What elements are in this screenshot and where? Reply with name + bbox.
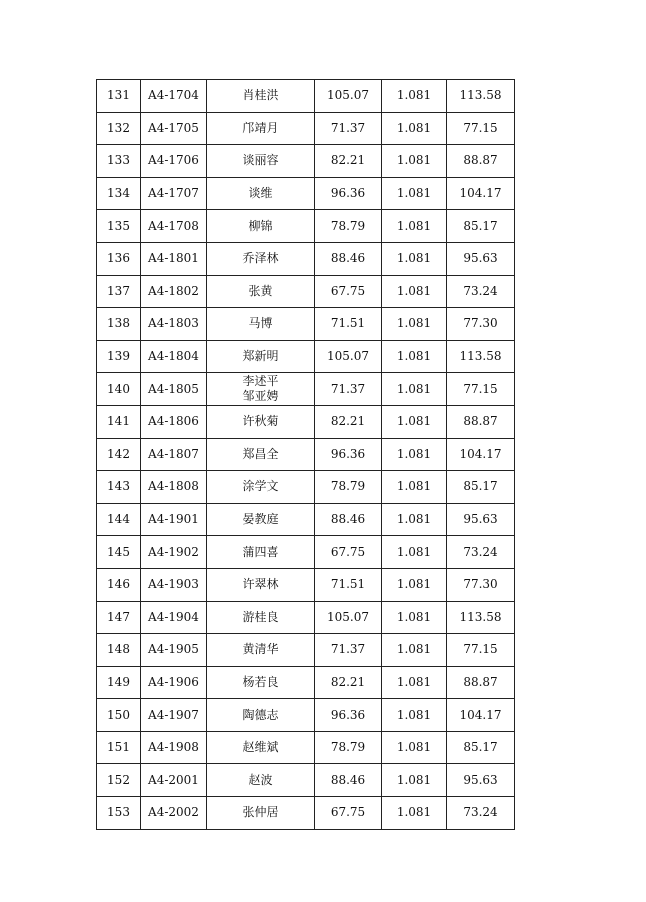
area-cell: 71.37 [315, 634, 382, 667]
owner-name-cell: 邝靖月 [207, 112, 315, 145]
area-cell: 96.36 [315, 699, 382, 732]
room-number-cell: A4-1705 [141, 112, 207, 145]
row-number-cell: 139 [97, 340, 141, 373]
table-row [97, 308, 515, 341]
table-row [97, 568, 515, 601]
row-number-cell: 151 [97, 731, 141, 764]
coefficient-cell: 1.081 [382, 405, 447, 438]
table-row [97, 112, 515, 145]
owner-name-cell: 张黄 [207, 275, 315, 308]
room-number-cell: A4-1905 [141, 634, 207, 667]
room-number-cell: A4-2002 [141, 797, 207, 830]
row-number-cell: 134 [97, 177, 141, 210]
table-row [97, 503, 515, 536]
table-row [97, 797, 515, 830]
row-number-cell: 131 [97, 80, 141, 113]
owner-name-cell: 黄清华 [207, 634, 315, 667]
owner-name-cell: 游桂良 [207, 601, 315, 634]
total-area-cell: 77.15 [447, 112, 515, 145]
total-area-cell: 104.17 [447, 177, 515, 210]
row-number-cell: 143 [97, 471, 141, 504]
coefficient-cell: 1.081 [382, 340, 447, 373]
total-area-cell: 88.87 [447, 666, 515, 699]
row-number-cell: 136 [97, 242, 141, 275]
total-area-cell: 77.30 [447, 568, 515, 601]
table-row [97, 699, 515, 732]
total-area-cell: 95.63 [447, 242, 515, 275]
row-number-cell: 138 [97, 308, 141, 341]
room-number-cell: A4-1801 [141, 242, 207, 275]
area-cell: 71.37 [315, 373, 382, 406]
coefficient-cell: 1.081 [382, 601, 447, 634]
total-area-cell: 104.17 [447, 699, 515, 732]
area-cell: 67.75 [315, 536, 382, 569]
area-cell: 88.46 [315, 242, 382, 275]
row-number-cell: 152 [97, 764, 141, 797]
data-table [96, 79, 515, 830]
owner-name-cell: 谈维 [207, 177, 315, 210]
row-number-cell: 144 [97, 503, 141, 536]
table-row [97, 666, 515, 699]
area-cell: 105.07 [315, 601, 382, 634]
total-area-cell: 113.58 [447, 340, 515, 373]
total-area-cell: 77.15 [447, 634, 515, 667]
row-number-cell: 145 [97, 536, 141, 569]
owner-name-cell: 许翠林 [207, 568, 315, 601]
room-number-cell: A4-1708 [141, 210, 207, 243]
owner-name-cell: 郑新明 [207, 340, 315, 373]
room-number-cell: A4-1806 [141, 405, 207, 438]
coefficient-cell: 1.081 [382, 471, 447, 504]
owner-name-cell: 肖桂洪 [207, 80, 315, 113]
coefficient-cell: 1.081 [382, 666, 447, 699]
room-number-cell: A4-1903 [141, 568, 207, 601]
room-number-cell: A4-1803 [141, 308, 207, 341]
owner-name-cell: 李述平 邹亚娉 [207, 373, 315, 406]
coefficient-cell: 1.081 [382, 764, 447, 797]
table-row [97, 373, 515, 406]
room-number-cell: A4-1808 [141, 471, 207, 504]
owner-name-cell: 马博 [207, 308, 315, 341]
total-area-cell: 113.58 [447, 80, 515, 113]
owner-name-cell: 许秋菊 [207, 405, 315, 438]
coefficient-cell: 1.081 [382, 112, 447, 145]
table-row [97, 210, 515, 243]
room-number-cell: A4-1902 [141, 536, 207, 569]
table-row [97, 601, 515, 634]
area-cell: 71.51 [315, 568, 382, 601]
room-number-cell: A4-1704 [141, 80, 207, 113]
room-number-cell: A4-1906 [141, 666, 207, 699]
total-area-cell: 77.30 [447, 308, 515, 341]
row-number-cell: 142 [97, 438, 141, 471]
total-area-cell: 88.87 [447, 145, 515, 178]
row-number-cell: 135 [97, 210, 141, 243]
total-area-cell: 73.24 [447, 275, 515, 308]
room-number-cell: A4-1802 [141, 275, 207, 308]
total-area-cell: 85.17 [447, 471, 515, 504]
total-area-cell: 85.17 [447, 731, 515, 764]
owner-name-cell: 晏教庭 [207, 503, 315, 536]
total-area-cell: 88.87 [447, 405, 515, 438]
room-number-cell: A4-2001 [141, 764, 207, 797]
table-row [97, 340, 515, 373]
owner-name-cell: 赵波 [207, 764, 315, 797]
area-cell: 82.21 [315, 666, 382, 699]
owner-name-cell: 赵维斌 [207, 731, 315, 764]
coefficient-cell: 1.081 [382, 177, 447, 210]
area-cell: 105.07 [315, 340, 382, 373]
owner-name-cell: 柳锦 [207, 210, 315, 243]
room-number-cell: A4-1706 [141, 145, 207, 178]
table-row [97, 471, 515, 504]
room-number-cell: A4-1804 [141, 340, 207, 373]
area-cell: 78.79 [315, 471, 382, 504]
total-area-cell: 85.17 [447, 210, 515, 243]
row-number-cell: 148 [97, 634, 141, 667]
total-area-cell: 104.17 [447, 438, 515, 471]
owner-name-cell: 蒲四喜 [207, 536, 315, 569]
row-number-cell: 149 [97, 666, 141, 699]
table-row [97, 634, 515, 667]
coefficient-cell: 1.081 [382, 242, 447, 275]
coefficient-cell: 1.081 [382, 634, 447, 667]
table-body [97, 80, 515, 830]
coefficient-cell: 1.081 [382, 308, 447, 341]
area-cell: 78.79 [315, 210, 382, 243]
row-number-cell: 153 [97, 797, 141, 830]
coefficient-cell: 1.081 [382, 438, 447, 471]
area-cell: 67.75 [315, 275, 382, 308]
total-area-cell: 73.24 [447, 797, 515, 830]
table-row [97, 731, 515, 764]
row-number-cell: 150 [97, 699, 141, 732]
area-cell: 88.46 [315, 503, 382, 536]
table-row [97, 275, 515, 308]
table-row [97, 764, 515, 797]
owner-name-cell: 涂学文 [207, 471, 315, 504]
area-cell: 78.79 [315, 731, 382, 764]
area-cell: 96.36 [315, 177, 382, 210]
coefficient-cell: 1.081 [382, 699, 447, 732]
area-cell: 82.21 [315, 405, 382, 438]
row-number-cell: 137 [97, 275, 141, 308]
coefficient-cell: 1.081 [382, 80, 447, 113]
coefficient-cell: 1.081 [382, 210, 447, 243]
row-number-cell: 132 [97, 112, 141, 145]
room-number-cell: A4-1907 [141, 699, 207, 732]
total-area-cell: 73.24 [447, 536, 515, 569]
coefficient-cell: 1.081 [382, 536, 447, 569]
owner-name-cell: 乔泽林 [207, 242, 315, 275]
owner-name-cell: 郑昌全 [207, 438, 315, 471]
owner-name-cell: 杨若良 [207, 666, 315, 699]
table-row [97, 405, 515, 438]
total-area-cell: 113.58 [447, 601, 515, 634]
table-row [97, 80, 515, 113]
area-cell: 67.75 [315, 797, 382, 830]
room-number-cell: A4-1904 [141, 601, 207, 634]
total-area-cell: 95.63 [447, 764, 515, 797]
area-cell: 88.46 [315, 764, 382, 797]
room-number-cell: A4-1707 [141, 177, 207, 210]
table-row [97, 438, 515, 471]
coefficient-cell: 1.081 [382, 797, 447, 830]
room-number-cell: A4-1805 [141, 373, 207, 406]
room-number-cell: A4-1807 [141, 438, 207, 471]
area-cell: 82.21 [315, 145, 382, 178]
coefficient-cell: 1.081 [382, 731, 447, 764]
total-area-cell: 95.63 [447, 503, 515, 536]
area-cell: 105.07 [315, 80, 382, 113]
coefficient-cell: 1.081 [382, 503, 447, 536]
row-number-cell: 140 [97, 373, 141, 406]
coefficient-cell: 1.081 [382, 145, 447, 178]
row-number-cell: 147 [97, 601, 141, 634]
row-number-cell: 141 [97, 405, 141, 438]
table-row [97, 242, 515, 275]
owner-name-cell: 陶德志 [207, 699, 315, 732]
table-row [97, 177, 515, 210]
row-number-cell: 146 [97, 568, 141, 601]
room-number-cell: A4-1908 [141, 731, 207, 764]
table-row [97, 536, 515, 569]
row-number-cell: 133 [97, 145, 141, 178]
total-area-cell: 77.15 [447, 373, 515, 406]
coefficient-cell: 1.081 [382, 275, 447, 308]
owner-name-cell: 张仲居 [207, 797, 315, 830]
area-cell: 71.37 [315, 112, 382, 145]
room-number-cell: A4-1901 [141, 503, 207, 536]
table-row [97, 145, 515, 178]
coefficient-cell: 1.081 [382, 373, 447, 406]
area-cell: 71.51 [315, 308, 382, 341]
coefficient-cell: 1.081 [382, 568, 447, 601]
area-cell: 96.36 [315, 438, 382, 471]
owner-name-cell: 谈丽容 [207, 145, 315, 178]
